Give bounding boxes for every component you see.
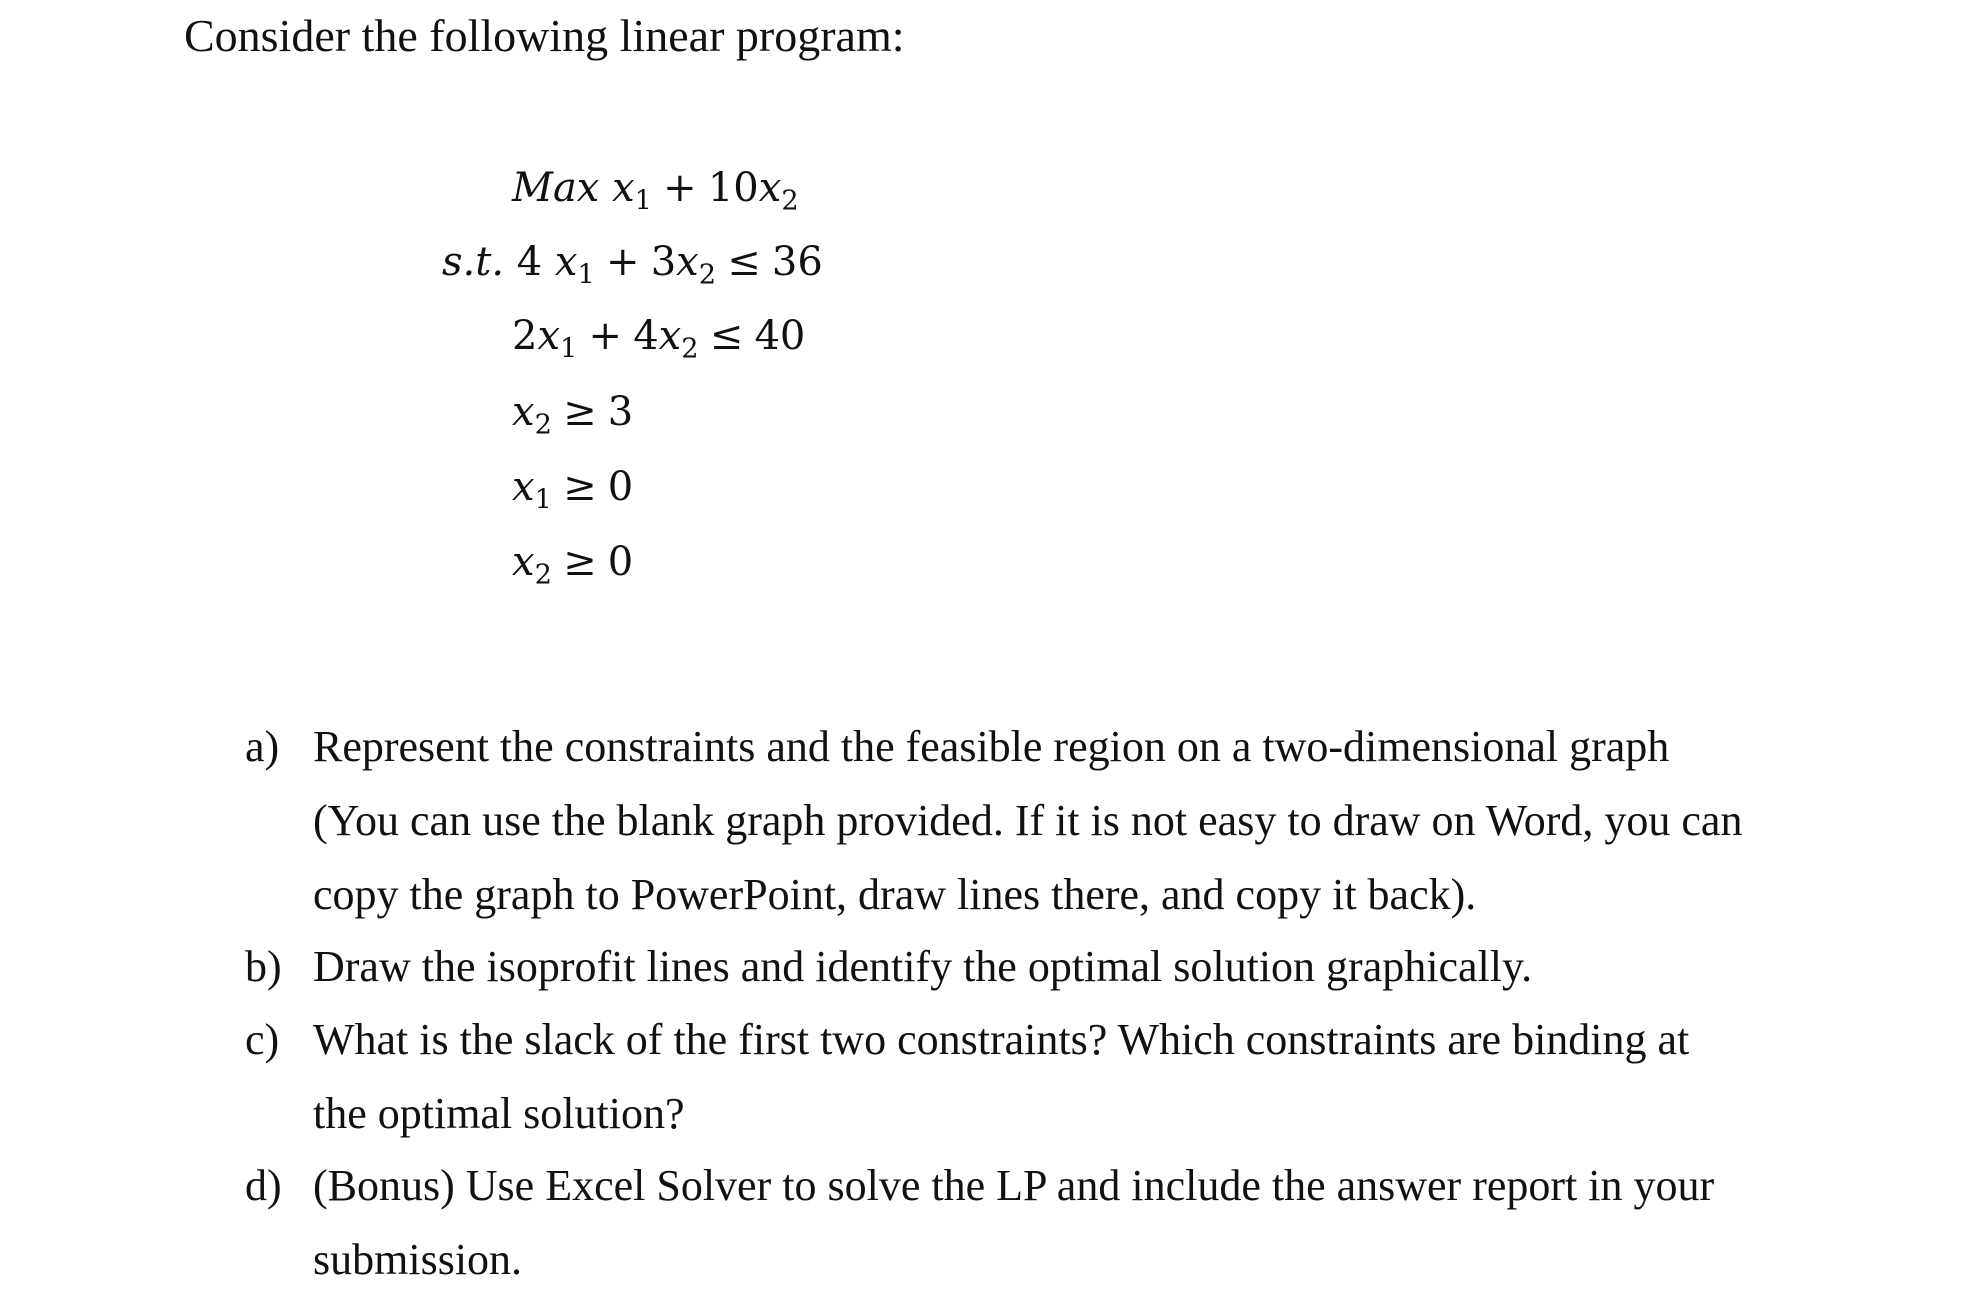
question-letter: b) bbox=[245, 942, 282, 991]
lp-constraint-2: $2x_1 + 4x_2 \le 40$ bbox=[512, 313, 806, 365]
question-letter: d) bbox=[245, 1161, 282, 1210]
question-text bbox=[313, 710, 1873, 932]
lp-constraint-3: $x_2 \ge 3$ bbox=[512, 389, 634, 441]
question-line: Represent the constraints and the feasible region on a two-dimensional graph bbox=[313, 722, 1670, 771]
question-line: the optimal solution? bbox=[313, 1089, 685, 1138]
question-letter: c) bbox=[245, 1015, 280, 1064]
constraint-prefix: s.t. bbox=[442, 239, 505, 285]
lp-objective: Max $x_1 + 10x_2$ bbox=[512, 165, 799, 217]
question-line: copy the graph to PowerPoint, draw lines there, and copy it back). bbox=[313, 870, 1477, 919]
objective-label: Max bbox=[512, 165, 600, 211]
question-line: Draw the isoprofit lines and identify the optimal solution graphically. bbox=[313, 942, 1533, 991]
question-line: What is the slack of the first two constraints? Which constraints are binding at bbox=[313, 1015, 1690, 1064]
objective-x1: $x_1$ bbox=[612, 165, 652, 217]
constraint-1-body: 4 $x_1 + 3x_2 \le 36$ bbox=[516, 239, 823, 291]
question-text bbox=[313, 1003, 1873, 1151]
question-text bbox=[313, 930, 1873, 1004]
intro-text: Consider the following linear program: bbox=[184, 10, 905, 61]
question-line: (You can use the blank graph provided. If it is not easy to draw on Word, you can bbox=[313, 796, 1743, 845]
lp-constraint-1 bbox=[442, 239, 823, 291]
lp-constraint-4: $x_1 \ge 0$ bbox=[512, 464, 634, 516]
question-letter: a) bbox=[245, 722, 280, 771]
question-text bbox=[313, 1149, 1873, 1297]
lp-constraint-5: $x_2 \ge 0$ bbox=[512, 539, 634, 591]
question-line: submission. bbox=[313, 1235, 523, 1284]
question-line: (Bonus) Use Excel Solver to solve the LP and include the answer report in your bbox=[313, 1161, 1715, 1210]
